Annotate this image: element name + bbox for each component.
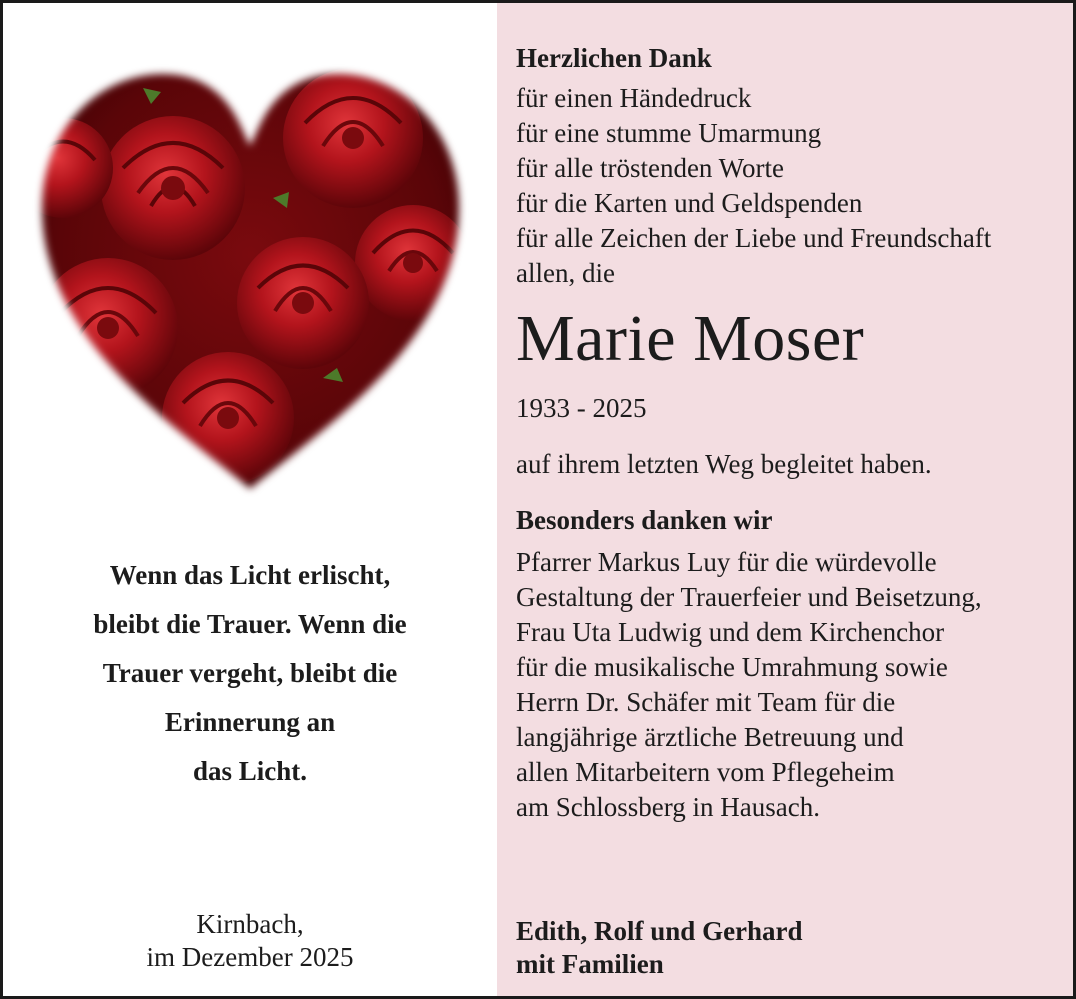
place-and-date (3, 908, 497, 974)
thanks-line: für die Karten und Geldspenden (516, 188, 863, 218)
signature (516, 915, 803, 981)
left-column (3, 3, 497, 996)
life-years: 1933 - 2025 (516, 393, 647, 423)
special-thanks-line: allen Mitarbeitern vom Pflegeheim (516, 757, 895, 787)
thanks-list (516, 81, 1073, 291)
thanks-line: für alle Zeichen der Liebe und Freundschaft (516, 223, 992, 253)
place-line: Kirnbach, (196, 909, 304, 939)
special-thanks-line: Frau Uta Ludwig und dem Kirchenchor (516, 617, 945, 647)
special-thanks-line: für die musikalische Umrahmung sowie (516, 652, 948, 682)
right-column (497, 3, 1073, 996)
quote-line: Erinnerung an (164, 707, 336, 737)
special-thanks-line: langjährige ärztliche Betreuung und (516, 722, 904, 752)
thanks-line: für einen Händedruck (516, 83, 752, 113)
quote-line: Trauer vergeht, bleibt die (102, 658, 398, 688)
memorial-quote (3, 551, 497, 796)
date-line: im Dezember 2025 (146, 942, 354, 972)
thanks-line: für alle tröstenden Worte (516, 153, 784, 183)
deceased-name: Marie Moser (516, 302, 865, 375)
quote-line: das Licht. (192, 756, 308, 786)
thanks-heading: Herzlichen Dank (516, 43, 712, 73)
signature-line: mit Familien (516, 949, 664, 979)
quote-line: bleibt die Trauer. Wenn die (93, 609, 407, 639)
thanks-line: allen, die (516, 258, 615, 288)
rose-heart-image (23, 48, 478, 508)
special-thanks-list (516, 545, 1073, 825)
special-thanks-heading: Besonders danken wir (516, 505, 773, 535)
special-thanks-line: Gestaltung der Trauerfeier und Beisetzung, (516, 582, 982, 612)
special-thanks-line: Herrn Dr. Schäfer mit Team für die (516, 687, 896, 717)
heart-of-roses-icon (23, 48, 478, 508)
thanks-line: für eine stumme Umarmung (516, 118, 822, 148)
accompanied-text: auf ihrem letzten Weg begleitet haben. (516, 449, 932, 479)
signature-line: Edith, Rolf und Gerhard (516, 916, 803, 946)
special-thanks-line: am Schlossberg in Hausach. (516, 792, 820, 822)
special-thanks-line: Pfarrer Markus Luy für die würdevolle (516, 547, 937, 577)
quote-line: Wenn das Licht erlischt, (109, 560, 391, 590)
